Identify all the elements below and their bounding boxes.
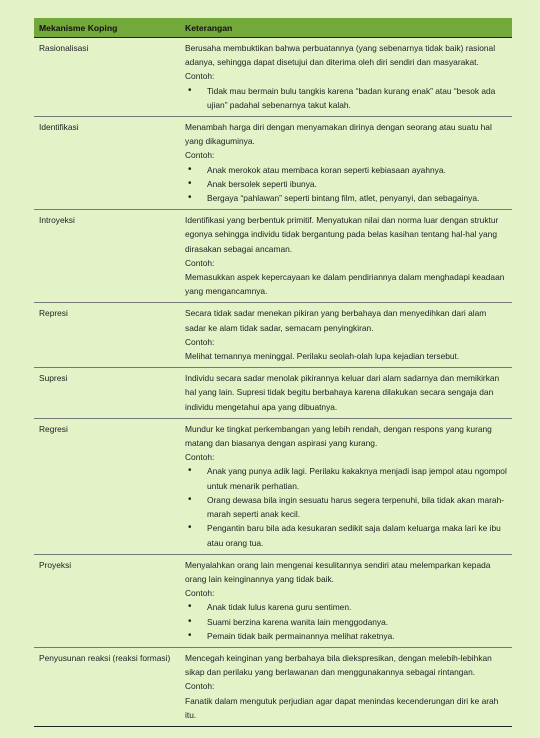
mechanism-cell — [34, 117, 180, 210]
mechanism-name: Represi — [39, 308, 68, 319]
example-list — [185, 600, 508, 643]
table-row — [34, 418, 512, 554]
description-cell — [180, 38, 512, 117]
mechanism-cell — [34, 368, 180, 419]
example-text: Fanatik dalam mengutuk perjudian agar dapat menindas kecenderungan diri ke arah itu. — [185, 695, 499, 720]
mechanism-cell — [34, 303, 180, 368]
description-cell — [180, 554, 512, 647]
example-list — [185, 84, 508, 112]
table-body — [34, 38, 512, 727]
description-text: Individu secara sadar menolak pikirannya keluar dari alam sadarnya dan memikirkan hal yang lain. Supresi tidak begitu berbahaya karena dilakukan secara sengaja dan individu mengetahui apa yang dibuatnya. — [185, 373, 500, 412]
table-row — [34, 554, 512, 647]
description-cell — [180, 117, 512, 210]
list-item: • Orang dewasa bila ingin sesuatu harus segera terpenuhi, bila tidak akan marah-marah seperti anak kecil. — [185, 493, 508, 521]
mechanism-cell — [34, 554, 180, 647]
description-cell — [180, 368, 512, 419]
table-row — [34, 38, 512, 117]
table-row — [34, 368, 512, 419]
list-item: • Bergaya “pahlawan” seperti bintang film, atlet, penyanyi, dan sebagainya. — [185, 191, 508, 205]
coping-mechanism-table-container — [34, 18, 512, 727]
list-item: • Anak tidak lulus karena guru sentimen. — [185, 600, 508, 614]
table-row — [34, 117, 512, 210]
example-text: Memasukkan aspek kepercayaan ke dalam pendiriannya dalam menghadapi keadaan yang mengancamnya. — [185, 272, 505, 297]
mechanism-name: Supresi — [39, 373, 68, 384]
description-text: Menyalahkan orang lain mengenai kesulitannya sendiri atau melemparkan kepada orang lain keinginannya yang tidak baik. — [185, 559, 491, 584]
list-item: • Anak yang punya adik lagi. Perilaku kakaknya menjadi isap jempol atau ngompol untuk menarik perhatian. — [185, 464, 508, 492]
example-list — [185, 163, 508, 206]
description-text: Mundur ke tingkat perkembangan yang lebih rendah, dengan respons yang kurang matang dan biasanya dengan aspirasi yang kurang. — [185, 423, 492, 449]
table-row — [34, 210, 512, 303]
example-label: Contoh: — [185, 257, 215, 268]
mechanism-name: Penyusunan reaksi (reaksi formasi) — [39, 652, 171, 663]
mechanism-name: Identifikasi — [39, 122, 79, 133]
mechanism-cell — [34, 210, 180, 303]
example-label: Contoh: — [185, 336, 215, 347]
example-label: Contoh: — [185, 588, 215, 599]
mechanism-cell — [34, 647, 180, 726]
table-row — [34, 303, 512, 368]
mechanism-name: Proyeksi — [39, 559, 72, 570]
list-item: • Pemain tidak baik permainannya melihat raketnya. — [185, 629, 508, 643]
list-item: • Suami berzina karena wanita lain menggodanya. — [185, 615, 508, 629]
table-row — [34, 647, 512, 726]
description-cell — [180, 418, 512, 554]
example-label: Contoh: — [185, 150, 215, 161]
mechanism-cell — [34, 418, 180, 554]
description-cell — [180, 303, 512, 368]
coping-mechanism-table — [34, 18, 512, 727]
description-cell — [180, 210, 512, 303]
mechanism-name: Regresi — [39, 423, 68, 434]
mechanism-cell — [34, 38, 180, 117]
example-text: Melihat temannya meninggal. Perilaku seolah-olah lupa kejadian tersebut. — [185, 351, 460, 362]
description-text: Menambah harga diri dengan menyamakan dirinya dengan seorang atau suatu hal yang dikaguminya. — [185, 122, 492, 147]
list-item: • Anak merokok atau membaca koran seperti kebiasaan ayahnya. — [185, 163, 508, 177]
description-text: Mencegah keinginan yang berbahaya bila diekspresikan, dengan melebih-lebihkan sikap dan perilaku yang berlawanan dan menggunakannya sebagai rintangan. — [185, 652, 492, 678]
list-item: • Pengantin baru bila ada kesukaran sedikit saja dalam keluarga maka lari ke ibu atau orang tua. — [185, 521, 508, 549]
column-header-description: Keterangan — [180, 18, 512, 38]
example-label: Contoh: — [185, 681, 215, 692]
example-label: Contoh: — [185, 452, 215, 463]
mechanism-name: Introyeksi — [39, 215, 75, 226]
example-label: Contoh: — [185, 71, 215, 82]
example-list — [185, 464, 508, 549]
mechanism-name: Rasionalisasi — [39, 43, 89, 53]
description-text: Identifikasi yang berbentuk primitif. Menyatukan nilai dan norma luar dengan struktur egonya sehingga individu tidak bergantung pada belas kasihan tentang hal-hal yang dirasakan sebagai ancaman. — [185, 215, 499, 254]
list-item: • Tidak mau bermain bulu tangkis karena “badan kurang enak” atau “besok ada ujian” padahal sebenarnya takut kalah. — [185, 84, 508, 112]
description-text: Berusaha membuktikan bahwa perbuatannya (yang sebenarnya tidak baik) rasional adanya, sehingga dapat disetujui dan diterima oleh diri sendiri dan masyarakat. — [185, 43, 496, 68]
list-item: • Anak bersolek seperti ibunya. — [185, 177, 508, 191]
description-text: Secara tidak sadar menekan pikiran yang berbahaya dan menyedihkan dari alam sadar ke alam tidak sadar, semacam penyingkiran. — [185, 308, 487, 333]
column-header-mechanism: Mekanisme Koping — [34, 18, 180, 38]
description-cell — [180, 647, 512, 726]
table-header-row — [34, 18, 512, 38]
